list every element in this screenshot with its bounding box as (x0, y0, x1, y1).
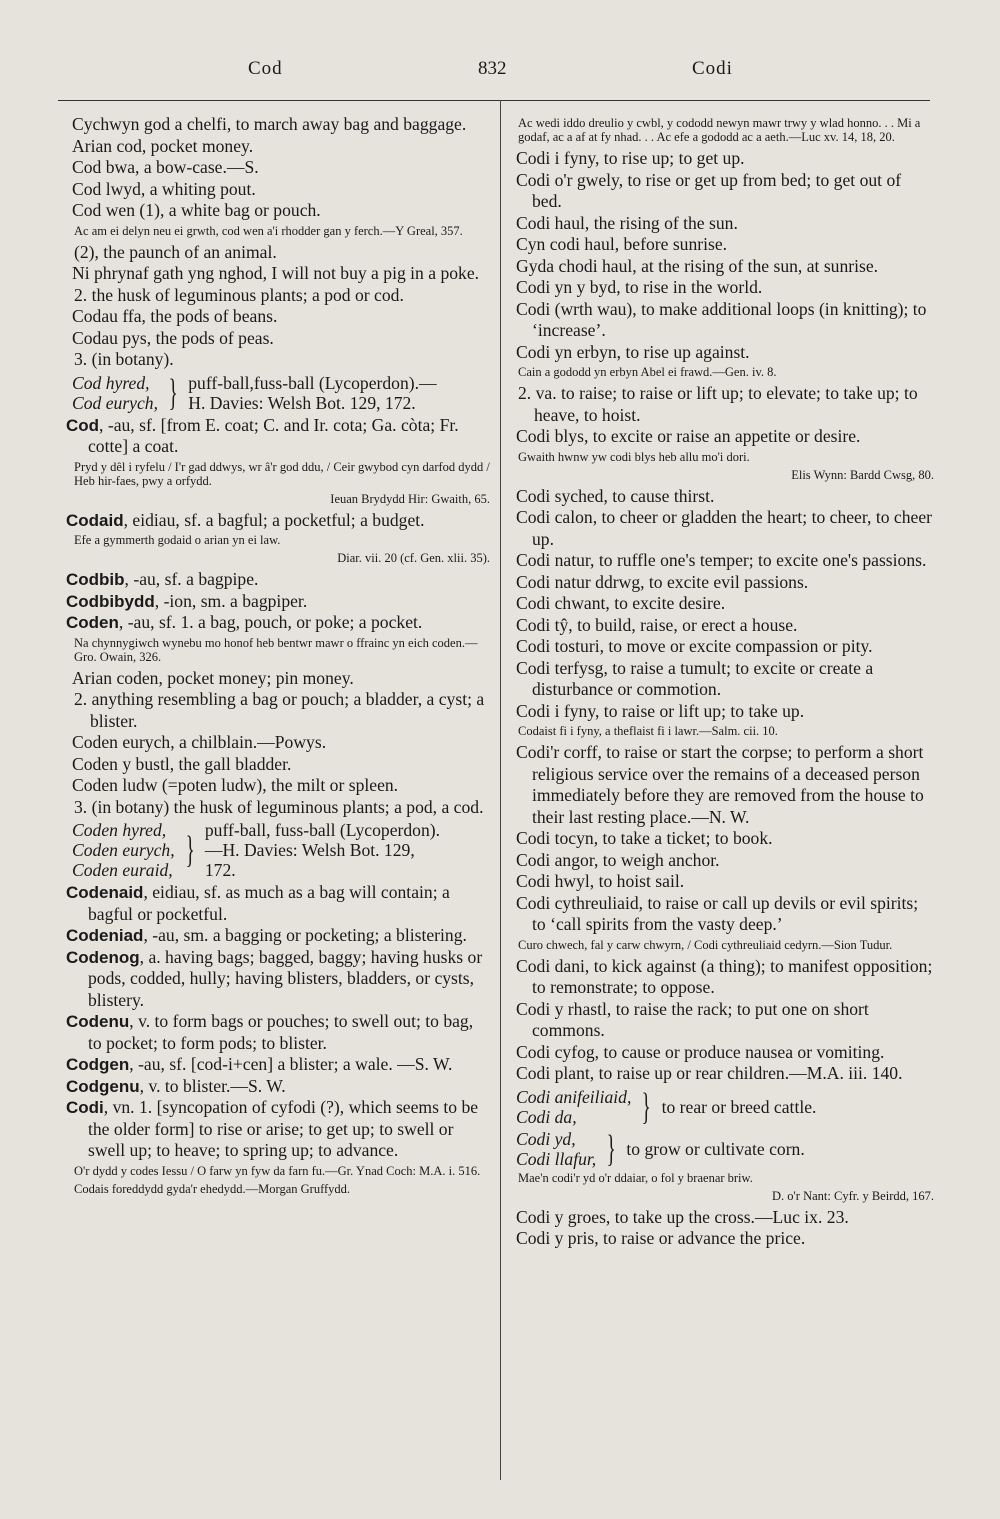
entry-definition: , v. to blister.—S. W. (139, 1075, 286, 1096)
sub-entry: Codi blys, to excite or raise an appetite or desire. (516, 426, 861, 446)
brace-definition (188, 373, 436, 413)
entry-definition: , eidiau, sf. a bagful; a pocketful; a budget. (123, 509, 425, 530)
sub-entry: Arian coden, pocket money; pin money. (72, 667, 354, 688)
brace-terms (66, 820, 175, 880)
sub-entry: Gyda chodi haul, at the rising of the sun, at sunrise. (516, 255, 879, 276)
dictionary-entry (66, 415, 490, 458)
sub-entry: Codi cyfog, to cause or produce nausea or vomiting. (516, 1041, 885, 1062)
dictionary-entry (66, 612, 490, 634)
citation-quote: Cain a gododd yn erbyn Abel ei frawd.—Gen. iv. 8. (518, 365, 777, 379)
headword: Cod (66, 415, 100, 435)
right-column (510, 114, 934, 1250)
sub-entry: Codi chwant, to excite desire. (516, 593, 726, 613)
sub-entry: Codi plant, to raise up or rear children.—M.A. iii. 140. (516, 1063, 903, 1083)
sense-entry: 2. va. to raise; to raise or lift up; to elevate; to take up; to heave, to hoist. (518, 383, 918, 425)
sub-entry: Codi terfysg, to raise a tumult; to excite or create a disturbance or commotion. (516, 657, 874, 699)
sub-entry: Cod wen (1), a white bag or pouch. (72, 200, 321, 220)
citation-source: D. o'r Nant: Cyfr. y Beirdd, 167. (772, 1188, 934, 1203)
column-divider (500, 100, 501, 1480)
brace-term: Coden hyred, (72, 820, 167, 840)
headword: Codenaid (66, 883, 144, 902)
headword: Coden (66, 613, 119, 632)
sub-entry: Codi haul, the rising of the sun. (516, 212, 738, 233)
headword: Codeniad (66, 926, 144, 945)
sub-entry: Codi tocyn, to take a ticket; to book. (516, 828, 773, 848)
brace-definition-line: to rear or breed cattle. (661, 1096, 817, 1117)
sub-entry: Coden eurych, a chilblain.—Powys. (72, 732, 327, 752)
dictionary-entry (66, 1097, 490, 1162)
sub-entry: Codi y groes, to take up the cross.—Luc ix. 23. (516, 1206, 849, 1227)
dictionary-entry (66, 947, 490, 1012)
citation-quote: Ac wedi iddo dreulio y cwbl, y cododd newyn mawr trwy y wlad honno. . . Mi a godaf, ac a af at fy nhad. . . Ac efe a gododd ac a aeth.—Luc xv. 14, 18, 20. (518, 116, 921, 144)
entry-definition: , vn. 1. [syncopation of cyfodi (?), which seems to be the older form] to rise or arise; to get up; to swell or swell up; to heave; to spring up; to advance. (88, 1097, 479, 1160)
headword: Codbib (66, 570, 125, 589)
sub-entry: Coden ludw (=poten ludw), the milt or spleen. (72, 775, 399, 795)
sub-entry: Arian cod, pocket money. (72, 135, 254, 156)
dictionary-entry (66, 569, 490, 591)
brace-term: Codi yd, (516, 1128, 576, 1149)
brace-definition (662, 1097, 817, 1117)
citation-quote: Mae'n codi'r yd o'r ddaiar, o fol y braenar briw. (518, 1170, 753, 1185)
page-number: 832 (478, 58, 507, 79)
brace-definition-line: —H. Davies: Welsh Bot. 129, (204, 840, 415, 860)
dictionary-entry (66, 510, 490, 532)
citation-source: Elis Wynn: Bardd Cwsg, 80. (791, 467, 934, 482)
entry-definition: , -au, sf. [cod-i+cen] a blister; a wale. —S. W. (129, 1054, 453, 1074)
sub-entry: Codi o'r gwely, to rise or get up from bed; to get out of bed. (516, 169, 902, 211)
sub-entry: Codi syched, to cause thirst. (516, 485, 715, 506)
sub-entry: Codau ffa, the pods of beans. (72, 306, 278, 326)
sub-entry: Codi natur, to ruffle one's temper; to excite one's passions. (516, 550, 927, 570)
sub-entry: Cychwyn god a chelfi, to march away bag and baggage. (72, 114, 467, 134)
brace-symbol: } (168, 371, 178, 414)
brace-term: Codi da, (516, 1106, 577, 1127)
sub-entry: Codi dani, to kick against (a thing); to manifest opposition; to remonstrate; to oppose. (516, 955, 933, 997)
brace-definition-line: H. Davies: Welsh Bot. 129, 172. (188, 392, 416, 413)
brace-symbol: } (185, 829, 195, 871)
dictionary-entry (66, 591, 490, 613)
header-rule (58, 100, 930, 101)
citation-quote: Gwaith hwnw yw codi blys heb allu mo'i dori. (518, 449, 750, 464)
brace-group (510, 1129, 934, 1169)
entry-definition: , -au, sf. [from E. coat; C. and Ir. cota; Ga. còta; Fr. cotte] a coat. (88, 414, 459, 456)
citation-quote: Codais foreddydd gyda'r ehedydd.—Morgan Gruffydd. (74, 1181, 351, 1196)
brace-group (510, 1087, 934, 1127)
citation-quote: Ac am ei delyn neu ei grwth, cod wen a'i rhodder gan y ferch.—Y Greal, 357. (74, 223, 463, 238)
brace-terms (66, 373, 158, 413)
entry-definition: , v. to form bags or pouches; to swell out; to bag, to pocket; to form pods; to blister. (88, 1011, 474, 1053)
brace-terms (510, 1129, 596, 1169)
sub-entry: Codi cythreuliaid, to raise or call up devils or evil spirits; to ‘call spirits from the vasty deep.’ (516, 892, 919, 934)
brace-symbol: } (606, 1127, 616, 1170)
left-column (66, 114, 490, 1200)
sub-entry: Codi tŷ, to build, raise, or erect a house. (516, 614, 798, 635)
headword: Codgen (66, 1055, 130, 1074)
entry-definition: , -au, sf. 1. a bag, pouch, or poke; a pocket. (118, 612, 423, 632)
brace-term: Codi anifeiliaid, (516, 1086, 632, 1107)
entry-definition: , eidiau, sf. as much as a bag will contain; a bagful or pocketful. (88, 882, 450, 924)
sub-entry: Codi y pris, to raise or advance the price. (516, 1228, 806, 1248)
sub-entry: Coden y bustl, the gall bladder. (72, 753, 292, 774)
sub-entry: Codi tosturi, to move or excite compassion or pity. (516, 636, 873, 656)
dictionary-entry (66, 1011, 490, 1054)
sub-entry: Codi y rhastl, to raise the rack; to put one on short commons. (516, 998, 869, 1040)
sub-entry: Cyn codi haul, before sunrise. (516, 234, 728, 254)
brace-definition (205, 820, 440, 880)
sub-entry: Codi yn y byd, to rise in the world. (516, 277, 763, 297)
sub-entry: Codi yn erbyn, to rise up against. (516, 341, 750, 362)
brace-definition-line: puff-ball,fuss-ball (Lycoperdon).— (188, 372, 437, 393)
brace-symbol: } (641, 1085, 652, 1128)
citation-quote: Codaist fi i fyny, a theflaist fi i lawr.—Salm. cii. 10. (518, 724, 778, 738)
brace-definition-line: to grow or cultivate corn. (626, 1138, 805, 1159)
sub-entry: Cod bwa, a bow-case.—S. (72, 157, 259, 177)
brace-definition-line: puff-ball, fuss-ball (Lycoperdon). (204, 820, 441, 840)
headword: Codgenu (66, 1076, 140, 1096)
sub-entry: Codi'r corff, to raise or start the corpse; to perform a short religious service over the remains of a deceased person immediately before they are removed from the house to their last resting place.—N. W. (516, 742, 924, 827)
entry-definition: , -ion, sm. a bagpiper. (154, 590, 308, 611)
sub-entry: Codi (wrth wau), to make additional loops (in knitting); to ‘increase’. (516, 298, 927, 340)
headword: Codbibydd (66, 591, 155, 611)
entry-definition: , -au, sm. a bagging or pocketing; a blistering. (143, 925, 467, 945)
headword: Codenu (66, 1012, 130, 1031)
citation-source: Diar. vii. 20 (cf. Gen. xlii. 35). (337, 551, 490, 565)
entry-definition: , a. having bags; bagged, baggy; having husks or pods, codded, hully; having blisters, bladders, or cysts, blistery. (88, 946, 483, 1010)
sub-entry: Codi angor, to weigh anchor. (516, 849, 720, 870)
brace-group (66, 373, 490, 413)
brace-term: Codi llafur, (516, 1148, 597, 1169)
brace-group (66, 820, 490, 880)
headword: Codaid (66, 510, 124, 530)
sense-entry: 3. (in botany) the husk of leguminous plants; a pod, a cod. (74, 796, 484, 817)
right-running-head: Codi (692, 58, 733, 79)
brace-definition-line: 172. (204, 860, 236, 880)
sub-entry: Codi i fyny, to rise up; to get up. (516, 148, 745, 168)
citation-quote: Na chynnygiwch wynebu mo honof heb bentwr mawr o ffrainc yn eich coden.—Gro. Owain, 326. (74, 635, 478, 664)
sub-entry: Codi hwyl, to hoist sail. (516, 871, 685, 891)
sub-entry: Ni phrynaf gath yng nghod, I will not buy a pig in a poke. (72, 263, 480, 283)
sense-entry: 3. (in botany). (74, 349, 174, 369)
entry-definition: , -au, sf. a bagpipe. (124, 569, 259, 589)
page-header (0, 58, 1000, 88)
brace-term: Cod hyred, (72, 372, 150, 393)
citation-quote: Efe a gymmerth godaid o arian yn ei law. (74, 533, 281, 547)
citation-quote: O'r dydd y codes Iessu / O farw yn fyw da farn fu.—Gr. Ynad Coch: M.A. i. 516. (74, 1163, 481, 1178)
headword: Codi (66, 1098, 104, 1117)
citation-source: Ieuan Brydydd Hir: Gwaith, 65. (330, 491, 490, 506)
sub-entry: Codi natur ddrwg, to excite evil passions. (516, 571, 809, 592)
brace-terms (510, 1087, 631, 1127)
sense-entry: 2. the husk of leguminous plants; a pod or cod. (74, 284, 404, 305)
citation-quote: Curo chwech, fal y carw chwyrn, / Codi cythreuliaid cedyrn.—Sion Tudur. (518, 937, 893, 952)
dictionary-entry (66, 1076, 490, 1098)
dictionary-entry (66, 1054, 490, 1076)
sub-entry: Codau pys, the pods of peas. (72, 327, 274, 348)
brace-term: Coden euraid, (72, 860, 173, 880)
headword: Codenog (66, 947, 140, 967)
sense-entry: 2. anything resembling a bag or pouch; a bladder, a cyst; a blister. (74, 689, 485, 731)
sense-entry: (2), the paunch of an animal. (74, 241, 277, 262)
sub-entry: Cod lwyd, a whiting pout. (72, 178, 256, 199)
brace-term: Coden eurych, (72, 840, 175, 860)
brace-term: Cod eurych, (72, 392, 158, 413)
sub-entry: Codi calon, to cheer or gladden the heart; to cheer, to cheer up. (516, 507, 932, 549)
brace-definition (626, 1139, 804, 1159)
citation-quote: Pryd y dêl i ryfelu / I'r gad ddwys, wr â'r god ddu, / Ceir gwybod cyn darfod dydd / Heb hir-faes, pwy a orfydd. (74, 459, 490, 488)
dictionary-entry (66, 925, 490, 947)
dictionary-entry (66, 882, 490, 925)
left-running-head: Cod (248, 58, 283, 79)
sub-entry: Codi i fyny, to raise or lift up; to take up. (516, 700, 805, 721)
